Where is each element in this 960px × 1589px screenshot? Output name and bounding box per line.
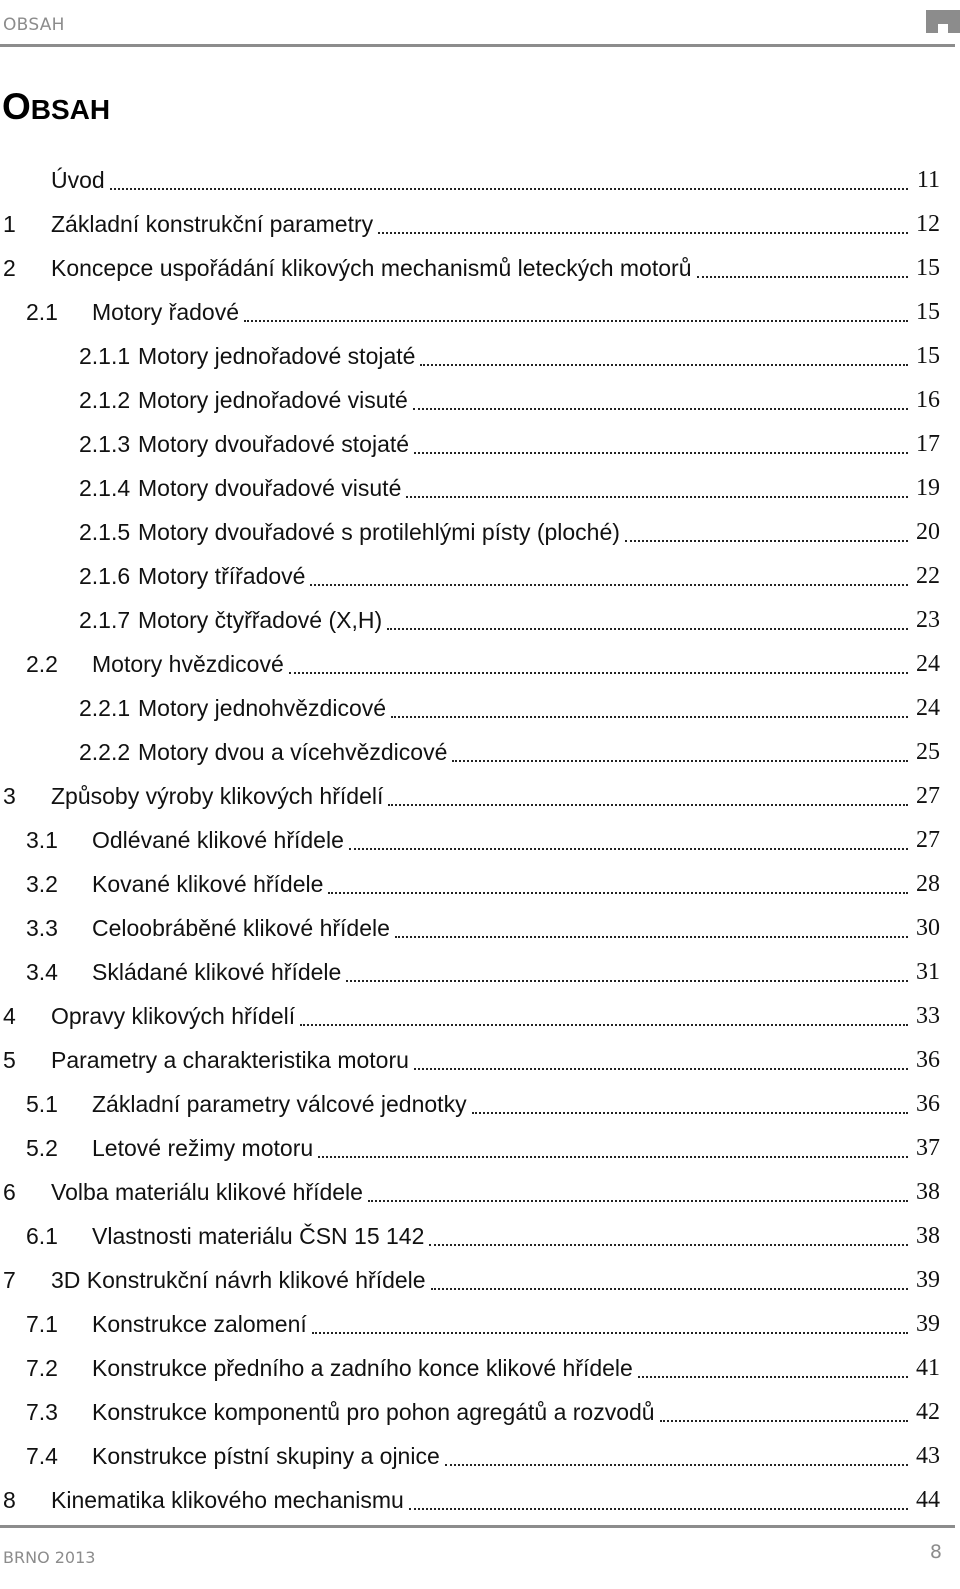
toc-entry-page: 20	[916, 518, 940, 545]
toc-entry-page: 41	[916, 1354, 940, 1381]
toc-dot-leader	[391, 715, 908, 718]
toc-entry-title: Koncepce uspořádání klikových mechanismů leteckých motorů	[51, 254, 692, 281]
toc-entry-title: Skládané klikové hřídele	[92, 958, 342, 985]
toc-entry[interactable]	[0, 774, 940, 818]
toc-entry[interactable]	[0, 1170, 940, 1214]
table-of-contents	[0, 158, 940, 1522]
footer-location-year: BRNO 2013	[3, 1548, 96, 1567]
toc-dot-leader	[346, 979, 908, 982]
toc-entry[interactable]	[0, 334, 940, 378]
toc-entry-title: Odlévané klikové hřídele	[92, 826, 344, 853]
toc-entry-number: 5.2	[26, 1134, 58, 1161]
university-logo-icon	[926, 4, 960, 33]
toc-entry-number: 3.3	[26, 914, 58, 941]
toc-entry-title: Základní parametry válcové jednotky	[92, 1090, 467, 1117]
footer-divider	[0, 1525, 955, 1528]
toc-entry-number: 3.1	[26, 826, 58, 853]
toc-entry-title: Kinematika klikového mechanismu	[51, 1486, 404, 1513]
toc-entry-page: 15	[916, 298, 940, 325]
toc-entry-number: 2.2	[26, 650, 58, 677]
toc-entry[interactable]	[0, 1214, 940, 1258]
toc-entry[interactable]	[0, 1038, 940, 1082]
toc-entry-number: 3.2	[26, 870, 58, 897]
toc-entry-title: Konstrukce zalomení	[92, 1310, 307, 1337]
toc-entry-number: 7.3	[26, 1398, 58, 1425]
toc-entry-title: Motory dvouřadové s protilehlými písty (ploché)	[138, 518, 620, 545]
toc-entry[interactable]	[0, 906, 940, 950]
toc-entry-title: Způsoby výroby klikových hřídelí	[51, 782, 384, 809]
toc-entry-page: 15	[916, 254, 940, 281]
toc-entry-page: 24	[916, 650, 940, 677]
toc-entry-number: 2	[3, 254, 16, 281]
toc-entry-title: Motory jednořadové visuté	[138, 386, 408, 413]
toc-entry[interactable]	[0, 378, 940, 422]
toc-entry-number: 3	[3, 782, 16, 809]
toc-entry-number: 6	[3, 1178, 16, 1205]
toc-entry-number: 2.2.2	[79, 738, 131, 765]
toc-entry-title: Parametry a charakteristika motoru	[51, 1046, 409, 1073]
toc-entry[interactable]	[0, 290, 940, 334]
toc-entry-number: 7.2	[26, 1354, 58, 1381]
toc-entry-page: 36	[916, 1090, 940, 1117]
toc-entry[interactable]	[0, 730, 940, 774]
toc-entry[interactable]	[0, 818, 940, 862]
toc-entry-number: 6.1	[26, 1222, 58, 1249]
toc-dot-leader	[388, 803, 908, 806]
toc-entry-title: Celoobráběné klikové hřídele	[92, 914, 390, 941]
toc-entry-page: 42	[916, 1398, 940, 1425]
toc-entry-page: 11	[916, 166, 940, 193]
toc-entry[interactable]	[0, 598, 940, 642]
toc-entry-number: 2.1.5	[79, 518, 131, 545]
toc-dot-leader	[429, 1243, 908, 1246]
toc-dot-leader	[368, 1199, 908, 1202]
toc-entry-title: Základní konstrukční parametry	[51, 210, 374, 237]
toc-entry-title: Vlastnosti materiálu ČSN 15 142	[92, 1222, 425, 1249]
toc-entry-title: Motory třířadové	[138, 562, 306, 589]
toc-entry-title: Volba materiálu klikové hřídele	[51, 1178, 363, 1205]
toc-dot-leader	[349, 847, 908, 850]
toc-entry-title: Motory řadové	[92, 298, 240, 325]
toc-entry[interactable]	[0, 1302, 940, 1346]
toc-entry-number: 3.4	[26, 958, 58, 985]
toc-dot-leader	[378, 231, 908, 234]
toc-dot-leader	[660, 1419, 908, 1422]
toc-entry[interactable]	[0, 554, 940, 598]
toc-dot-leader	[431, 1287, 908, 1290]
toc-entry-title: Konstrukce předního a zadního konce klikové hřídele	[92, 1354, 633, 1381]
toc-entry-title: Konstrukce komponentů pro pohon agregátů a rozvodů	[92, 1398, 655, 1425]
toc-entry-number: 7.4	[26, 1442, 58, 1469]
toc-entry-page: 36	[916, 1046, 940, 1073]
toc-entry-page: 22	[916, 562, 940, 589]
footer-page-number: 8	[929, 1541, 942, 1563]
toc-entry-title: Motory čtyřřadové (X,H)	[138, 606, 383, 633]
header-divider	[0, 44, 955, 47]
toc-entry[interactable]	[0, 202, 940, 246]
toc-entry[interactable]	[0, 1434, 940, 1478]
toc-entry-page: 16	[916, 386, 940, 413]
toc-entry-title: Motory jednořadové stojaté	[138, 342, 416, 369]
toc-entry[interactable]	[0, 510, 940, 554]
toc-entry-page: 37	[916, 1134, 940, 1161]
toc-entry-number: 2.1.7	[79, 606, 131, 633]
toc-dot-leader	[452, 759, 908, 762]
toc-entry-title: Motory hvězdicové	[92, 650, 284, 677]
toc-entry-page: 39	[916, 1310, 940, 1337]
toc-dot-leader	[387, 627, 908, 630]
toc-entry-title: Motory jednohvězdicové	[138, 694, 387, 721]
toc-entry-page: 38	[916, 1222, 940, 1249]
toc-entry-page: 30	[916, 914, 940, 941]
toc-dot-leader	[413, 407, 908, 410]
toc-dot-leader	[310, 583, 908, 586]
toc-entry[interactable]	[0, 246, 940, 290]
toc-dot-leader	[697, 275, 909, 278]
toc-entry[interactable]	[0, 994, 940, 1038]
toc-entry-number: 7.1	[26, 1310, 58, 1337]
toc-entry-number: 5	[3, 1046, 16, 1073]
toc-dot-leader	[395, 935, 908, 938]
toc-entry-page: 27	[916, 782, 940, 809]
toc-dot-leader	[300, 1023, 908, 1026]
toc-entry-number: 5.1	[26, 1090, 58, 1117]
page-title-rest: BSAH	[30, 94, 111, 125]
toc-entry-number: 2.2.1	[79, 694, 131, 721]
toc-entry[interactable]	[0, 950, 940, 994]
toc-entry-title: Kované klikové hřídele	[92, 870, 324, 897]
toc-entry-page: 39	[916, 1266, 940, 1293]
toc-entry-title: Úvod	[51, 166, 105, 193]
toc-dot-leader	[328, 891, 908, 894]
toc-dot-leader	[638, 1375, 908, 1378]
toc-entry-title: Konstrukce pístní skupiny a ojnice	[92, 1442, 440, 1469]
toc-dot-leader	[409, 1507, 908, 1510]
toc-entry-page: 23	[916, 606, 940, 633]
toc-entry-page: 27	[916, 826, 940, 853]
toc-entry-page: 43	[916, 1442, 940, 1469]
toc-entry[interactable]	[0, 158, 940, 202]
toc-entry-page: 17	[916, 430, 940, 457]
running-header-label: OBSAH	[3, 15, 65, 35]
toc-entry-page: 19	[916, 474, 940, 501]
toc-entry[interactable]	[0, 1258, 940, 1302]
toc-entry-number: 2.1	[26, 298, 58, 325]
toc-entry-page: 25	[916, 738, 940, 765]
toc-dot-leader	[289, 671, 908, 674]
toc-dot-leader	[625, 539, 908, 542]
toc-entry-title: Motory dvou a vícehvězdicové	[138, 738, 448, 765]
toc-entry-number: 8	[3, 1486, 16, 1513]
toc-dot-leader	[318, 1155, 908, 1158]
toc-entry[interactable]	[0, 422, 940, 466]
toc-dot-leader	[312, 1331, 908, 1334]
toc-entry-title: Letové režimy motoru	[92, 1134, 314, 1161]
toc-dot-leader	[445, 1463, 908, 1466]
toc-dot-leader	[414, 451, 908, 454]
toc-dot-leader	[244, 319, 908, 322]
toc-entry-page: 15	[916, 342, 940, 369]
toc-entry[interactable]	[0, 1126, 940, 1170]
toc-entry[interactable]	[0, 1082, 940, 1126]
toc-entry-page: 24	[916, 694, 940, 721]
toc-entry-title: Motory dvouřadové visuté	[138, 474, 402, 501]
page-title	[2, 86, 110, 128]
toc-dot-leader	[472, 1111, 908, 1114]
toc-entry-page: 44	[916, 1486, 940, 1513]
toc-entry-number: 2.1.2	[79, 386, 131, 413]
toc-entry[interactable]	[0, 1390, 940, 1434]
toc-dot-leader	[420, 363, 908, 366]
toc-entry[interactable]	[0, 1478, 940, 1522]
toc-entry[interactable]	[0, 642, 940, 686]
toc-entry-page: 12	[916, 210, 940, 237]
toc-entry-page: 28	[916, 870, 940, 897]
toc-entry-page: 33	[916, 1002, 940, 1029]
toc-entry-number: 7	[3, 1266, 16, 1293]
toc-entry-number: 1	[3, 210, 16, 237]
toc-entry-number: 2.1.4	[79, 474, 131, 501]
toc-entry[interactable]	[0, 466, 940, 510]
toc-entry[interactable]	[0, 1346, 940, 1390]
toc-entry-title: 3D Konstrukční návrh klikové hřídele	[51, 1266, 426, 1293]
toc-entry-page: 38	[916, 1178, 940, 1205]
toc-entry-page: 31	[916, 958, 940, 985]
toc-entry-number: 2.1.1	[79, 342, 131, 369]
toc-entry-number: 4	[3, 1002, 16, 1029]
toc-dot-leader	[110, 187, 908, 190]
toc-entry-number: 2.1.6	[79, 562, 131, 589]
toc-entry-title: Motory dvouřadové stojaté	[138, 430, 410, 457]
toc-dot-leader	[406, 495, 908, 498]
toc-entry-number: 2.1.3	[79, 430, 131, 457]
toc-entry-title: Opravy klikových hřídelí	[51, 1002, 296, 1029]
toc-dot-leader	[414, 1067, 908, 1070]
page-title-initial: O	[2, 86, 31, 127]
toc-entry[interactable]	[0, 686, 940, 730]
toc-entry[interactable]	[0, 862, 940, 906]
